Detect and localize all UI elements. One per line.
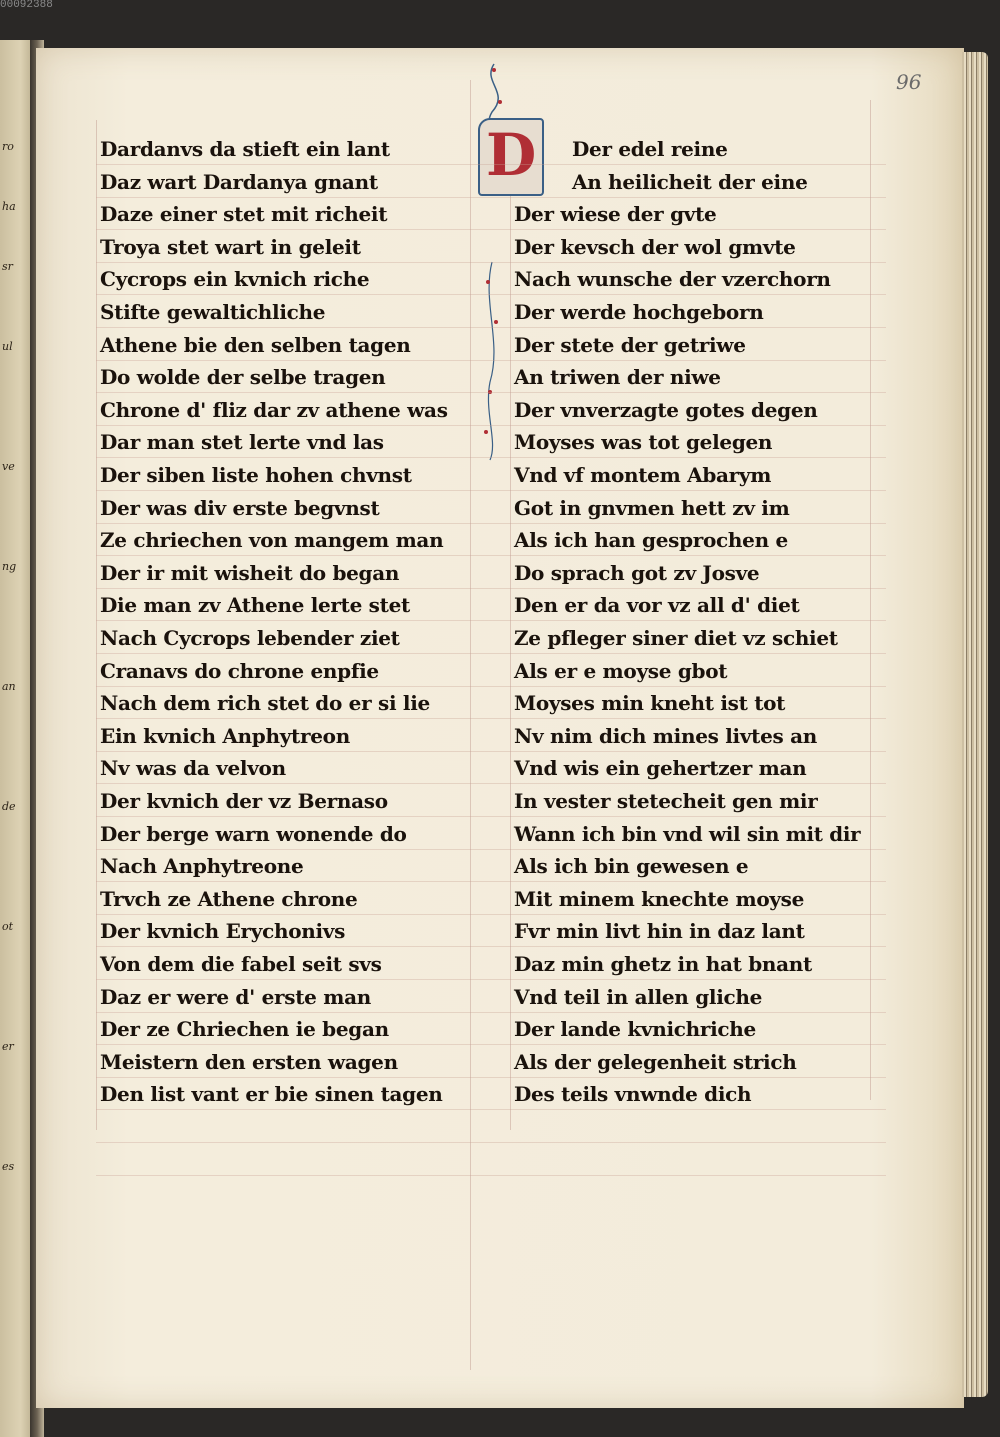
verse-line: Der vnverzagte gotes degen: [514, 398, 818, 422]
verse-line: Den list vant er bie sinen tagen: [100, 1082, 443, 1106]
decorated-initial: [478, 118, 544, 196]
verse-line: An triwen der niwe: [514, 365, 721, 389]
facing-page-edge: ro ha sr ul ve ng an de ot er es: [0, 40, 34, 1437]
verse-line: Moyses min kneht ist tot: [514, 691, 786, 715]
verse-line: Chrone d' fliz dar zv athene was: [100, 398, 448, 422]
verse-line: Als der gelegenheit strich: [514, 1050, 797, 1074]
ruling-line: [96, 914, 886, 915]
verse-line: Nv was da velvon: [100, 756, 286, 780]
ruling-line: [96, 881, 886, 882]
verse-line: Wann ich bin vnd wil sin mit dir: [514, 822, 861, 846]
verse-line: Als ich han gesprochen e: [514, 528, 788, 552]
ruling-line: [96, 360, 886, 361]
verse-line: Daze einer stet mit richeit: [100, 202, 388, 226]
verse-line: Der siben liste hohen chvnst: [100, 463, 412, 487]
verse-line: Der stete der getriwe: [514, 333, 746, 357]
verse-line: Nv nim dich mines livtes an: [514, 724, 818, 748]
verse-line: Mit minem knechte moyse: [514, 887, 805, 911]
verse-line: In vester stetecheit gen mir: [514, 789, 818, 813]
ruling-line: [96, 197, 886, 198]
folio-number: 96: [896, 70, 922, 94]
verse-line: Vnd teil in allen gliche: [514, 985, 763, 1009]
ruling-line: [96, 946, 886, 947]
ruling-line: [96, 620, 886, 621]
verse-line: Got in gnvmen hett zv im: [514, 496, 790, 520]
ruling-line: [96, 294, 886, 295]
ruling-line: [96, 1142, 886, 1143]
verse-line: Der werde hochgeborn: [514, 300, 764, 324]
verse-line: Der berge warn wonende do: [100, 822, 407, 846]
ruling-line: [96, 327, 886, 328]
verse-line: Von dem die fabel seit svs: [100, 952, 382, 976]
verse-line: Nach Cycrops lebender ziet: [100, 626, 400, 650]
ruling-line: [96, 653, 886, 654]
verse-line: Nach wunsche der vzerchorn: [514, 267, 831, 291]
verse-line: Ein kvnich Anphytreon: [100, 724, 350, 748]
verse-line: Als er e moyse gbot: [514, 659, 728, 683]
initial-letter: D: [486, 121, 537, 189]
verse-line: Die man zv Athene lerte stet: [100, 593, 410, 617]
ruling-line: [96, 229, 886, 230]
ruling-line: [96, 490, 886, 491]
verse-line: Der wiese der gvte: [514, 202, 717, 226]
verse-line: Vnd wis ein gehertzer man: [514, 756, 807, 780]
verse-line: Cycrops ein kvnich riche: [100, 267, 370, 291]
verse-line: Dar man stet lerte vnd las: [100, 430, 384, 454]
verse-line: An heilicheit der eine: [572, 170, 808, 194]
ruling-line: [96, 164, 886, 165]
verse-line: Ze pfleger siner diet vz schiet: [514, 626, 838, 650]
page-stack-edge: [962, 52, 988, 1397]
ruling-line: [96, 1044, 886, 1045]
ruling-line: [96, 816, 886, 817]
verse-line: Daz min ghetz in hat bnant: [514, 952, 812, 976]
verse-line: Des teils vnwnde dich: [514, 1082, 752, 1106]
ruling-line: [96, 1077, 886, 1078]
ruling-line: [96, 392, 886, 393]
verse-line: Cranavs do chrone enpfie: [100, 659, 379, 683]
ruling-line: [96, 262, 886, 263]
verse-line: Der kvnich der vz Bernaso: [100, 789, 388, 813]
verse-line: Ze chriechen von mangem man: [100, 528, 444, 552]
ruling-line: [96, 425, 886, 426]
verse-line: Der kvnich Erychonivs: [100, 919, 346, 943]
verse-line: Stifte gewaltichliche: [100, 300, 326, 324]
verse-line: Vnd vf montem Abarym: [514, 463, 772, 487]
verse-line: Nach dem rich stet do er si lie: [100, 691, 430, 715]
ruling-line: [96, 751, 886, 752]
ruling-line: [96, 1175, 886, 1176]
ruling-line: [96, 783, 886, 784]
verse-line: Daz er were d' erste man: [100, 985, 371, 1009]
ruling-line: [96, 686, 886, 687]
verse-line: Als ich bin gewesen e: [514, 854, 749, 878]
verse-line: Fvr min livt hin in daz lant: [514, 919, 805, 943]
ruling-line: [96, 555, 886, 556]
verse-line: Meistern den ersten wagen: [100, 1050, 398, 1074]
verse-line: Der was div erste begvnst: [100, 496, 380, 520]
verse-line: Troya stet wart in geleit: [100, 235, 361, 259]
ruling-line: [96, 523, 886, 524]
verse-line: Den er da vor vz all d' diet: [514, 593, 800, 617]
verse-line: Trvch ze Athene chrone: [100, 887, 358, 911]
verse-line: Der edel reine: [572, 137, 728, 161]
ruling-line: [96, 457, 886, 458]
verse-line: Der lande kvnichriche: [514, 1017, 756, 1041]
verse-line: Nach Anphytreone: [100, 854, 304, 878]
verse-line: Der ze Chriechen ie began: [100, 1017, 389, 1041]
verse-line: Do sprach got zv Josve: [514, 561, 760, 585]
ruling-line: [96, 588, 886, 589]
verse-line: Dardanvs da stieft ein lant: [100, 137, 390, 161]
ruling-line: [96, 979, 886, 980]
verse-line: Moyses was tot gelegen: [514, 430, 773, 454]
verse-line: Athene bie den selben tagen: [100, 333, 411, 357]
verse-line: Do wolde der selbe tragen: [100, 365, 386, 389]
verse-line: Daz wart Dardanya gnant: [100, 170, 378, 194]
ruling-line: [96, 849, 886, 850]
ruling-line: [96, 1109, 886, 1110]
ruling-line: [96, 1012, 886, 1013]
verse-line: Der kevsch der wol gmvte: [514, 235, 796, 259]
verse-line: Der ir mit wisheit do began: [100, 561, 400, 585]
image-id-fragment: 00092388: [0, 0, 53, 11]
ruling-line: [96, 718, 886, 719]
